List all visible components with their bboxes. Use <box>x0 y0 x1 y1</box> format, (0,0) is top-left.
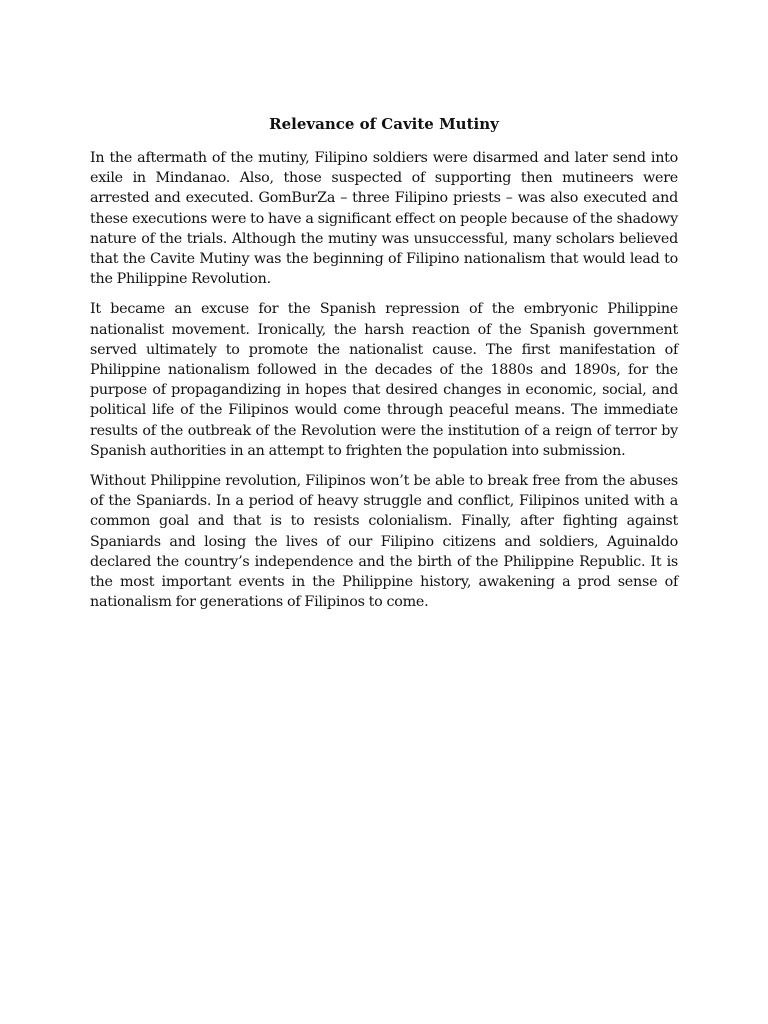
paragraph-2: It became an excuse for the Spanish repression of the embryonic Philippine nationalist movement. Ironically, the harsh reaction of the Spanish government served ultimately to promote the nationalist cause. The first manifestation of Philippine nationalism followed in the decades of the 1880s and 1890s, for the purpose of propagandizing in hopes that desired changes in economic, social, and political life of the Filipinos would come through peaceful means. The immediate results of the outbreak of the Revolution were the institution of a reign of terror by Spanish authorities in an attempt to frighten the population into submission. <box>90 301 678 459</box>
document-body <box>90 114 678 622</box>
paragraph-3: Without Philippine revolution, Filipinos won’t be able to break free from the abuses of the Spaniards. In a period of heavy struggle and conflict, Filipinos united with a common goal and that is to resists colonialism. Finally, after fighting against Spaniards and losing the lives of our Filipino citizens and soldiers, Aguinaldo declared the country’s independence and the birth of the Philippine Republic. It is the most important events in the Philippine history, awakening a prod sense of nationalism for generations of Filipinos to come. <box>90 473 678 611</box>
paragraph-1: In the aftermath of the mutiny, Filipino soldiers were disarmed and later send into exile in Mindanao. Also, those suspected of supporting then mutineers were arrested and executed. GomBurZa – three Filipino priests – was also executed and these executions were to have a significant effect on people because of the shadowy nature of the trials. Although the mutiny was unsuccessful, many scholars believed that the Cavite Mutiny was the beginning of Filipino nationalism that would lead to the Philippine Revolution. <box>90 150 678 288</box>
document-title: Relevance of Cavite Mutiny <box>269 115 499 133</box>
